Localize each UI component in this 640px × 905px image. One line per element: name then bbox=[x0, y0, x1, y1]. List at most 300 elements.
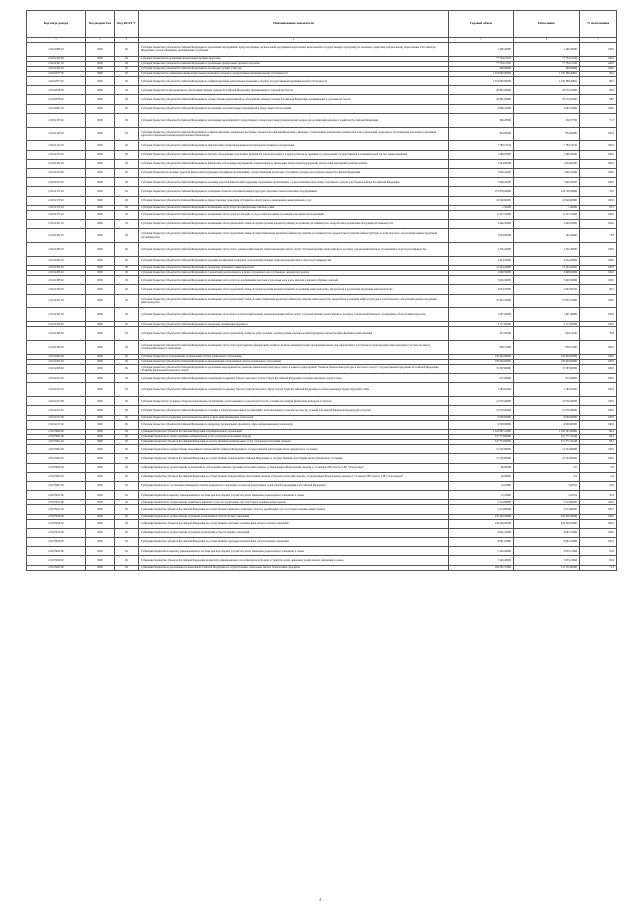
row-plan-cell: 5 514,80000 bbox=[449, 500, 514, 505]
row-agency-cell: 0000 bbox=[86, 383, 115, 397]
column-number: 1 bbox=[27, 38, 86, 43]
row-done-cell: 626,12100 bbox=[514, 327, 580, 341]
row-done-cell: 8 661,10000 bbox=[514, 528, 580, 537]
row-kosgu-cell: 151 bbox=[115, 322, 139, 327]
row-percent-cell: 100,0 bbox=[580, 445, 617, 454]
row-done-cell: 0,0 bbox=[514, 472, 580, 481]
row-done-cell: 5,42761 bbox=[514, 481, 580, 490]
row-name-cell: Субвенции бюджетам на осуществление отдельных полномочий в области водных отношений bbox=[139, 528, 449, 537]
row-name-cell: Субвенции бюджетам на выплату единовременного пособия при всех формах устройства детей, лишенных родительского попечения, в семью bbox=[139, 491, 449, 500]
table-row bbox=[27, 77, 617, 86]
row-agency-cell: 0000 bbox=[86, 514, 115, 519]
row-agency-cell: 0000 bbox=[86, 406, 115, 415]
row-name-cell: Субсидии бюджетам субъектов Российской Федерации на возмещение части затрат по наращиванию маточного поголовья овец и коз, маралов и мясных табунных лошадей bbox=[139, 276, 449, 285]
table-row bbox=[27, 168, 617, 177]
row-code-cell: 2 02 03001 00 bbox=[27, 434, 86, 439]
row-kosgu-cell: 151 bbox=[115, 113, 139, 127]
row-agency-cell: 0000 bbox=[86, 276, 115, 285]
row-percent-cell: 100,0 bbox=[580, 196, 617, 205]
row-percent-cell: 0,0 bbox=[580, 472, 617, 481]
row-done-cell: 162,44400 bbox=[514, 229, 580, 243]
row-done-cell: 4 454,20000 bbox=[514, 256, 580, 265]
table-row bbox=[27, 481, 617, 490]
row-percent-cell: 100,0 bbox=[580, 322, 617, 327]
row-kosgu-cell: 151 bbox=[115, 66, 139, 71]
table-row bbox=[27, 406, 617, 415]
row-done-cell: 6 000,00000 bbox=[514, 420, 580, 429]
row-agency-cell: 0000 bbox=[86, 141, 115, 150]
table-row bbox=[27, 383, 617, 397]
row-plan-cell: 15 424,20000 bbox=[449, 265, 514, 270]
row-name-cell: Субсидии бюджетам субъектов Российской Федерации на финансовое обеспечение мероприятий, направленных на проведение пренатальной (дородовой) диагностики нарушений развития ребенка bbox=[139, 159, 449, 168]
row-kosgu-cell: 151 bbox=[115, 61, 139, 66]
row-plan-cell: 46,90000 bbox=[449, 472, 514, 481]
row-percent-cell: 100,0 bbox=[580, 354, 617, 359]
row-name-cell: Субсидии бюджетам субъектов Российской Федерации на софинансирование капитальных вложений в объекты государственной (муниципальной) собственности bbox=[139, 77, 449, 86]
row-kosgu-cell: 151 bbox=[115, 210, 139, 219]
row-percent-cell: 98,6 bbox=[580, 86, 617, 95]
row-plan-cell: 15,10000 bbox=[449, 491, 514, 500]
row-name-cell: Субсидии бюджетам субъектов Российской Федерации на реализацию дополнительных мероприятий в сфере занятости населения bbox=[139, 104, 449, 113]
header-code: Код вида дохода bbox=[27, 11, 86, 38]
table-row bbox=[27, 159, 617, 168]
row-agency-cell: 0000 bbox=[86, 415, 115, 420]
row-agency-cell: 0000 bbox=[86, 420, 115, 429]
row-plan-cell: 1 834,90000 bbox=[449, 229, 514, 243]
row-done-cell: 2 940,50000 bbox=[514, 220, 580, 229]
row-kosgu-cell: 151 bbox=[115, 265, 139, 270]
row-percent-cell: 35,9 bbox=[580, 481, 617, 490]
row-percent-cell: 100,0 bbox=[580, 365, 617, 374]
row-percent-cell: 100,0 bbox=[580, 256, 617, 265]
row-code-cell: 2 02 02078 00 bbox=[27, 86, 86, 95]
row-kosgu-cell: 151 bbox=[115, 220, 139, 229]
row-kosgu-cell: 151 bbox=[115, 187, 139, 196]
row-agency-cell: 0000 bbox=[86, 359, 115, 364]
row-percent-cell: 100,0 bbox=[580, 150, 617, 159]
row-name-cell: Субсидии бюджетам субъектов Российской Федерации на софинансирование социальных программ субъектов Российской Федерации, связанных с укреплением материально-технической базы учреждений социального обслуживания населения и оказанием адресной социальной помощи неработающим пенсионерам bbox=[139, 127, 449, 141]
row-code-cell: 2 02 02153 00 bbox=[27, 168, 86, 177]
row-code-cell: 2 02 02217 02 bbox=[27, 420, 86, 429]
row-agency-cell: 0000 bbox=[86, 397, 115, 406]
row-name-cell: Субсидии бюджетам субъектов Российской Федерации на создание в общеобразовательных организациях, расположенных в сельской местности, условий для занятий физической культурой и спортом bbox=[139, 406, 449, 415]
row-done-cell: 29 572,81960 bbox=[514, 86, 580, 95]
row-code-cell: 2 02 03000 00 bbox=[27, 429, 86, 434]
row-name-cell: Субвенции бюджетам на реализацию полномочий Российской Федерации по осуществлению социальных выплат безработным гражданам bbox=[139, 565, 449, 570]
row-code-cell: 2 02 02183 02 bbox=[27, 243, 86, 257]
row-kosgu-cell: 151 bbox=[115, 168, 139, 177]
row-plan-cell: 150 946,00000 bbox=[449, 359, 514, 364]
row-percent-cell: 100,0 bbox=[580, 406, 617, 415]
table-row bbox=[27, 327, 617, 341]
row-plan-cell: 77 734,15100 bbox=[449, 56, 514, 61]
table-row bbox=[27, 374, 617, 383]
row-kosgu-cell: 151 bbox=[115, 271, 139, 276]
row-done-cell: 21 255,80000 bbox=[514, 445, 580, 454]
row-percent-cell: 100,0 bbox=[580, 294, 617, 308]
row-name-cell: Субсидии бюджетам субъектов Российской Федерации на оказание адресной финансовой поддержки спортивным организациям, осуществляющим подготовку спортивного резерва для сборных команд Российской Федерации bbox=[139, 178, 449, 187]
row-agency-cell: 0000 bbox=[86, 454, 115, 463]
row-code-cell: 2 02 02102 02 bbox=[27, 66, 86, 71]
row-name-cell: Субсидии бюджетам субъектов Российской Федерации на оказание несвязанной поддержки сельскохозяйственным товаропроизводителям в области растениеводства bbox=[139, 256, 449, 265]
row-kosgu-cell: 151 bbox=[115, 440, 139, 445]
row-kosgu-cell: 151 bbox=[115, 491, 139, 500]
row-plan-cell: 11 127,10000 bbox=[449, 210, 514, 219]
row-kosgu-cell: 151 bbox=[115, 383, 139, 397]
row-plan-cell: 2 808,10000 bbox=[449, 104, 514, 113]
row-plan-cell: 1 185,65400 bbox=[449, 383, 514, 397]
row-code-cell: 2 02 03015 02 bbox=[27, 505, 86, 514]
row-agency-cell: 0000 bbox=[86, 77, 115, 86]
row-plan-cell: 150 946,00000 bbox=[449, 354, 514, 359]
table-row bbox=[27, 127, 617, 141]
row-done-cell: 150 946,00000 bbox=[514, 354, 580, 359]
table-row bbox=[27, 538, 617, 547]
row-kosgu-cell: 151 bbox=[115, 528, 139, 537]
row-kosgu-cell: 151 bbox=[115, 365, 139, 374]
table-row bbox=[27, 196, 617, 205]
table-row bbox=[27, 294, 617, 308]
table-row bbox=[27, 365, 617, 374]
table-row bbox=[27, 454, 617, 463]
row-agency-cell: 0000 bbox=[86, 285, 115, 294]
row-done-cell: 6 000,00000 bbox=[514, 415, 580, 420]
row-code-cell: 2 02 03006 00 bbox=[27, 463, 86, 472]
row-done-cell: 7 946,24200 bbox=[514, 178, 580, 187]
row-name-cell: Субсидии бюджетам субъектов Российской Федерации на возмещение части процентной ставки по инвестиционным кредитам (займам) на развитие животноводства, переработки и развития инфраструктуры и логистического обеспечения рынков продукции животноводства bbox=[139, 294, 449, 308]
row-done-cell: 1 624,90000 bbox=[514, 159, 580, 168]
row-plan-cell: 2 940,50000 bbox=[449, 220, 514, 229]
row-kosgu-cell: 151 bbox=[115, 514, 139, 519]
row-name-cell: Субсидии бюджетам субъектов Российской Федерации на возмещение части процентной ставки по краткосрочным кредитам (займам) на развитие растениеводства, переработки и реализации продукции растениеводства bbox=[139, 220, 449, 229]
table-row bbox=[27, 420, 617, 429]
row-name-cell: Субвенции бюджетам субъектов Российской Федерации и муниципальных образований bbox=[139, 429, 449, 434]
row-done-cell: 838,15000 bbox=[514, 341, 580, 355]
row-agency-cell: 0000 bbox=[86, 205, 115, 210]
row-code-cell: 2 02 02215 02 bbox=[27, 406, 86, 415]
row-kosgu-cell: 151 bbox=[115, 141, 139, 150]
row-percent-cell: 100,0 bbox=[580, 341, 617, 355]
row-percent-cell: 100,0 bbox=[580, 66, 617, 71]
row-kosgu-cell: 151 bbox=[115, 243, 139, 257]
table-row bbox=[27, 229, 617, 243]
row-percent-cell: 100,0 bbox=[580, 359, 617, 364]
row-plan-cell: 21 070,40000 bbox=[449, 397, 514, 406]
row-agency-cell: 0000 bbox=[86, 56, 115, 61]
row-done-cell: 11 127,10000 bbox=[514, 210, 580, 219]
row-kosgu-cell: 151 bbox=[115, 397, 139, 406]
row-agency-cell: 0000 bbox=[86, 481, 115, 490]
row-kosgu-cell: 151 bbox=[115, 178, 139, 187]
row-plan-cell: 29 981,00000 bbox=[449, 86, 514, 95]
row-done-cell: 7 946,24200 bbox=[514, 168, 580, 177]
row-percent-cell: 100,0 bbox=[580, 374, 617, 383]
row-agency-cell: 0000 bbox=[86, 434, 115, 439]
row-code-cell: 2 02 02133 02 bbox=[27, 113, 86, 127]
row-percent-cell: 79,0 bbox=[580, 187, 617, 196]
row-name-cell: Субвенции бюджетам субъектов Российской Федерации на осуществление отдельных полномочий в области лесных отношений bbox=[139, 519, 449, 528]
row-kosgu-cell: 151 bbox=[115, 445, 139, 454]
row-name-cell: Субсидии бюджетам субъектов Российской Федерации на оснащение объектов спортивной инфраструктуры спортивно-технологическим оборудованием bbox=[139, 187, 449, 196]
row-plan-cell: 1 553 960,00000 bbox=[449, 77, 514, 86]
row-agency-cell: 0000 bbox=[86, 61, 115, 66]
row-plan-cell: 834,00000 bbox=[449, 127, 514, 141]
row-plan-cell: 1 366,50000 bbox=[449, 150, 514, 159]
row-plan-cell: 400,00000 bbox=[449, 66, 514, 71]
row-kosgu-cell: 151 bbox=[115, 327, 139, 341]
row-code-cell: 2 02 03007 00 bbox=[27, 481, 86, 490]
row-plan-cell: 6 000,00000 bbox=[449, 415, 514, 420]
row-code-cell: 2 02 03006 02 bbox=[27, 472, 86, 481]
table-row bbox=[27, 519, 617, 528]
row-plan-cell: 21 070,40000 bbox=[449, 406, 514, 415]
row-name-cell: Субсидии бюджетам субъектов Российской Федерации на возмещение части затрат сельскохозяйственных товаропроизводителей на уплату страховой премии, начисленной по договору сельскохозяйственного страхования в области животноводства bbox=[139, 308, 449, 322]
row-plan-cell: 21 255,80000 bbox=[449, 454, 514, 463]
table-row bbox=[27, 547, 617, 556]
row-kosgu-cell: 151 bbox=[115, 374, 139, 383]
row-kosgu-cell: 151 bbox=[115, 205, 139, 210]
row-code-cell: 2 02 02217 00 bbox=[27, 415, 86, 420]
row-percent-cell: 71,3 bbox=[580, 565, 617, 570]
row-agency-cell: 0000 bbox=[86, 86, 115, 95]
row-plan-cell: 2 998,50000 bbox=[449, 271, 514, 276]
row-kosgu-cell: 151 bbox=[115, 500, 139, 505]
row-name-cell: Субсидии бюджетам субъектов Российской Федерации на реализацию мероприятий, предусмотренных региональной программой переселения, включенной в Государственную программу по оказанию содействия добровольному переселению в Российскую Федерацию соотечественников, проживающих за рубежом bbox=[139, 43, 449, 57]
row-code-cell: 2 02 02181 02 bbox=[27, 220, 86, 229]
row-agency-cell: 0000 bbox=[86, 528, 115, 537]
row-plan-cell: 15,10000 bbox=[449, 481, 514, 490]
row-done-cell: 77 734,15100 bbox=[514, 61, 580, 66]
row-done-cell: 1,40000 bbox=[514, 205, 580, 210]
row-percent-cell: 100,0 bbox=[580, 271, 617, 276]
row-percent-cell: 100,0 bbox=[580, 505, 617, 514]
row-code-cell: 2 02 02185 02 bbox=[27, 265, 86, 270]
row-code-cell: 2 02 03019 00 bbox=[27, 528, 86, 537]
table-row bbox=[27, 243, 617, 257]
row-kosgu-cell: 151 bbox=[115, 77, 139, 86]
row-percent-cell: 93,1 bbox=[580, 205, 617, 210]
row-name-cell: Субсидии бюджетам субъектов Российской Федерации на поощрение лучших учителей bbox=[139, 66, 449, 71]
table-row bbox=[27, 397, 617, 406]
row-code-cell: 2 02 02186 02 bbox=[27, 271, 86, 276]
row-percent-cell: 100,0 bbox=[580, 178, 617, 187]
row-percent-cell: 100,0 bbox=[580, 141, 617, 150]
row-agency-cell: 0000 bbox=[86, 445, 115, 454]
row-done-cell: 1 185,65400 bbox=[514, 383, 580, 397]
row-percent-cell: 100,0 bbox=[580, 420, 617, 429]
row-percent-cell: 100,0 bbox=[580, 243, 617, 257]
row-name-cell: Субсидии бюджетам субъектов Российской Федерации на возмещение части процентной ставки по инвестиционным кредитам (займам) на развитие растениеводства, переработки и развития инфраструктуры и логистического обеспечения рынков продукции растениеводства bbox=[139, 229, 449, 243]
row-percent-cell: 100,0 bbox=[580, 308, 617, 322]
row-done-cell: 2 998,50000 bbox=[514, 271, 580, 276]
row-agency-cell: 0000 bbox=[86, 327, 115, 341]
table-row bbox=[27, 341, 617, 355]
row-name-cell: Субсидии бюджетам на модернизацию региональных систем дошкольного образования bbox=[139, 354, 449, 359]
row-percent-cell: 100,0 bbox=[580, 514, 617, 519]
row-agency-cell: 0000 bbox=[86, 104, 115, 113]
table-row bbox=[27, 285, 617, 294]
row-code-cell: 2 02 02100 00 bbox=[27, 56, 86, 61]
row-plan-cell: 1 496 40000 bbox=[449, 43, 514, 57]
row-plan-cell: 7 783,72519 bbox=[449, 141, 514, 150]
row-plan-cell: 5 514,80000 bbox=[449, 505, 514, 514]
row-code-cell: 2 02 02150 02 bbox=[27, 150, 86, 159]
row-code-cell: 2 02 03015 00 bbox=[27, 500, 86, 505]
row-done-cell: 250,57750 bbox=[514, 113, 580, 127]
row-name-cell: Субвенции бюджетам на составление (изменение) списков кандидатов в присяжные заседатели федеральных судов общей юрисдикции в Российской Федерации bbox=[139, 481, 449, 490]
row-done-cell: 55 935,10000 bbox=[514, 294, 580, 308]
row-done-cell: 8 661,10000 bbox=[514, 538, 580, 547]
row-kosgu-cell: 151 bbox=[115, 127, 139, 141]
row-plan-cell: 327 773,60000 bbox=[449, 434, 514, 439]
row-percent-cell: 8,8 bbox=[580, 229, 617, 243]
row-percent-cell: 98,6 bbox=[580, 95, 617, 104]
row-done-cell: 150 946,00000 bbox=[514, 359, 580, 364]
row-plan-cell: 815,50000 bbox=[449, 327, 514, 341]
row-plan-cell: 2 335,40000 bbox=[449, 243, 514, 257]
row-name-cell: Субвенции бюджетам на оплату жилищно-коммунальных услуг отдельным категориям граждан bbox=[139, 434, 449, 439]
row-percent-cell: 100,0 bbox=[580, 127, 617, 141]
row-percent-cell: 100,0 bbox=[580, 168, 617, 177]
row-percent-cell: 65,6 bbox=[580, 547, 617, 556]
row-name-cell: Субсидии бюджетам субъектов Российской Федерации на возмещение части процентной ставки по долгосрочным, среднесрочным и краткосрочным кредитам, взятым малыми формами хозяйствования bbox=[139, 327, 449, 341]
table-row bbox=[27, 150, 617, 159]
row-done-cell: 1 496 40000 bbox=[514, 43, 580, 57]
row-name-cell: Субсидии бюджетам субъектов Российской Федерации на реализацию федеральных целевых программ bbox=[139, 61, 449, 66]
row-name-cell: Субвенции бюджетам на осуществление переданных полномочий Российской Федерации по государственной регистрации актов гражданского состояния bbox=[139, 445, 449, 454]
row-plan-cell: 7 426,40000 bbox=[449, 547, 514, 556]
row-agency-cell: 0000 bbox=[86, 265, 115, 270]
row-plan-cell: 1 624,90000 bbox=[449, 159, 514, 168]
row-plan-cell: 77 734,15100 bbox=[449, 61, 514, 66]
row-name-cell: Субвенции бюджетам субъектов Российской Федерации на осуществление полномочий Российской Федерации по государственной регистрации актов гражданского состояния bbox=[139, 454, 449, 463]
row-percent-cell: 100,0 bbox=[580, 220, 617, 229]
row-done-cell: 3 717,80000 bbox=[514, 322, 580, 327]
row-done-cell: 1 497,40000 bbox=[514, 308, 580, 322]
row-agency-cell: 0000 bbox=[86, 308, 115, 322]
row-name-cell: Субсидии бюджетам на мероприятия по обеспечению жильем граждан Российской Федерации, проживающих в сельской местности bbox=[139, 86, 449, 95]
row-code-cell: 2 02 03020 00 bbox=[27, 547, 86, 556]
row-plan-cell: 46,90000 bbox=[449, 463, 514, 472]
row-done-cell: 5 514,80000 bbox=[514, 500, 580, 505]
row-name-cell: Субсидии бюджетам на оказание адресной финансовой поддержки спортивным организациям, осуществляющим подготовку спортивного резерва для сборных команд Российской Федерации bbox=[139, 168, 449, 177]
row-agency-cell: 0000 bbox=[86, 127, 115, 141]
row-name-cell: Субсидии бюджетам субъектов Российской Федерации на возмещение части затрат на закладку и уход за многолетними плодовыми и ягодными насаждениями bbox=[139, 210, 449, 219]
row-code-cell: 2 02 02193 02 bbox=[27, 308, 86, 322]
row-name-cell: Субсидии бюджетам субъектов Российской Федерации на возмещение части затрат крестьянских (фермерских) хозяйств, включая индивидуальных предпринимателей, при оформлении в собственность используемых ими земельных участков из земель сельскохозяйственного назначения bbox=[139, 341, 449, 355]
row-code-cell: 2 02 02174 02 bbox=[27, 205, 86, 210]
row-kosgu-cell: 151 bbox=[115, 359, 139, 364]
column-number: 5 bbox=[449, 38, 514, 43]
row-percent-cell: 65,6 bbox=[580, 556, 617, 565]
row-name-cell: Субвенции бюджетам субъектов Российской Федерации на осуществление отдельных полномочий в области водных отношений bbox=[139, 538, 449, 547]
row-plan-cell: 1 323 987,10000 bbox=[449, 429, 514, 434]
row-kosgu-cell: 151 bbox=[115, 104, 139, 113]
row-agency-cell: 0000 bbox=[86, 538, 115, 547]
row-code-cell: 2 02 02136 02 bbox=[27, 127, 86, 141]
row-agency-cell: 0000 bbox=[86, 159, 115, 168]
row-code-cell: 2 02 02182 02 bbox=[27, 229, 86, 243]
table-row bbox=[27, 86, 617, 95]
row-code-cell: 2 02 03018 00 bbox=[27, 514, 86, 519]
row-kosgu-cell: 151 bbox=[115, 43, 139, 57]
row-done-cell: 1 545 368,40861 bbox=[514, 72, 580, 77]
table-row bbox=[27, 178, 617, 187]
row-done-cell: 77 734,15100 bbox=[514, 56, 580, 61]
row-code-cell: 2 02 03012 00 bbox=[27, 491, 86, 500]
row-plan-cell: 29 981,00000 bbox=[449, 95, 514, 104]
row-name-cell: Субвенции бюджетам на осуществление первичного воинского учета на территориях, где отсутствуют военные комиссариаты bbox=[139, 500, 449, 505]
row-done-cell: 2 645,82100 bbox=[514, 285, 580, 294]
table-row bbox=[27, 210, 617, 219]
row-kosgu-cell: 151 bbox=[115, 56, 139, 61]
row-code-cell: 2 02 02184 02 bbox=[27, 256, 86, 265]
row-agency-cell: 0000 bbox=[86, 500, 115, 505]
row-plan-cell: 3 717,80000 bbox=[449, 322, 514, 327]
row-percent-cell: 76,8 bbox=[580, 327, 617, 341]
row-name-cell: Субсидии бюджетам субъектов Российской Федерации на приобретение специализированной лесопожарной техники и оборудования bbox=[139, 141, 449, 150]
row-agency-cell: 0000 bbox=[86, 365, 115, 374]
row-kosgu-cell: 151 bbox=[115, 565, 139, 570]
row-plan-cell: 838,15000 bbox=[449, 341, 514, 355]
row-name-cell: Субсидии бюджетам субъектов Российской Федерации на осуществление мероприятий по обеспечению жильем граждан Российской Федерации, проживающих в сельской местности bbox=[139, 95, 449, 104]
row-done-cell: 21 255,80000 bbox=[514, 454, 580, 463]
row-kosgu-cell: 151 bbox=[115, 229, 139, 243]
row-name-cell: Субвенции бюджетам субъектов Российской Федерации на выплату единовременного пособия при всех формах устройства детей, лишенных родительского попечения, в семью bbox=[139, 556, 449, 565]
row-plan-cell: 55 397,60000 bbox=[449, 365, 514, 374]
table-row bbox=[27, 256, 617, 265]
row-percent-cell: 0,0 bbox=[580, 463, 617, 472]
row-plan-cell: 1 497,40000 bbox=[449, 308, 514, 322]
row-percent-cell: 100,0 bbox=[580, 528, 617, 537]
row-done-cell: 1 545 368,40861 bbox=[514, 77, 580, 86]
row-agency-cell: 0000 bbox=[86, 519, 115, 528]
table-body bbox=[27, 43, 617, 571]
row-name-cell: Субсидии бюджетам субъектов Российской Федерации на социальную поддержку Героев Социалистического Труда, Героев Труда Российской Федерации и полных кавалеров ордена Трудовой Славы bbox=[139, 383, 449, 397]
row-percent-cell: 100,0 bbox=[580, 276, 617, 285]
row-agency-cell: 0000 bbox=[86, 341, 115, 355]
row-plan-cell: 4 454,20000 bbox=[449, 256, 514, 265]
row-kosgu-cell: 151 bbox=[115, 294, 139, 308]
row-agency-cell: 0000 bbox=[86, 556, 115, 565]
row-kosgu-cell: 151 bbox=[115, 538, 139, 547]
row-done-cell: 321 771,35248 bbox=[514, 440, 580, 445]
row-percent-cell: 100,0 bbox=[580, 397, 617, 406]
row-plan-cell: 55 935,10000 bbox=[449, 294, 514, 308]
table-row bbox=[27, 308, 617, 322]
table-row bbox=[27, 141, 617, 150]
row-percent-cell: 100,0 bbox=[580, 415, 617, 420]
row-code-cell: 2 02 03004 02 bbox=[27, 454, 86, 463]
row-agency-cell: 0000 bbox=[86, 43, 115, 57]
row-agency-cell: 0000 bbox=[86, 187, 115, 196]
row-agency-cell: 0000 bbox=[86, 229, 115, 243]
row-code-cell: 2 02 02173 02 bbox=[27, 196, 86, 205]
row-percent-cell: 100,0 bbox=[580, 538, 617, 547]
row-code-cell: 2 02 02188 02 bbox=[27, 276, 86, 285]
row-done-cell: 975,00000 bbox=[514, 374, 580, 383]
row-agency-cell: 0000 bbox=[86, 322, 115, 327]
header-done: Исполнено bbox=[514, 11, 580, 38]
row-code-cell: 2 02 02175 02 bbox=[27, 210, 86, 219]
row-plan-cell: 349,20000 bbox=[449, 113, 514, 127]
header-name: Наименование показателя bbox=[139, 11, 449, 38]
row-code-cell: 2 02 02204 00 bbox=[27, 354, 86, 359]
column-number: 3 bbox=[115, 38, 139, 43]
table-row bbox=[27, 220, 617, 229]
row-code-cell: 2 02 02101 02 bbox=[27, 61, 86, 66]
row-agency-cell: 0000 bbox=[86, 178, 115, 187]
